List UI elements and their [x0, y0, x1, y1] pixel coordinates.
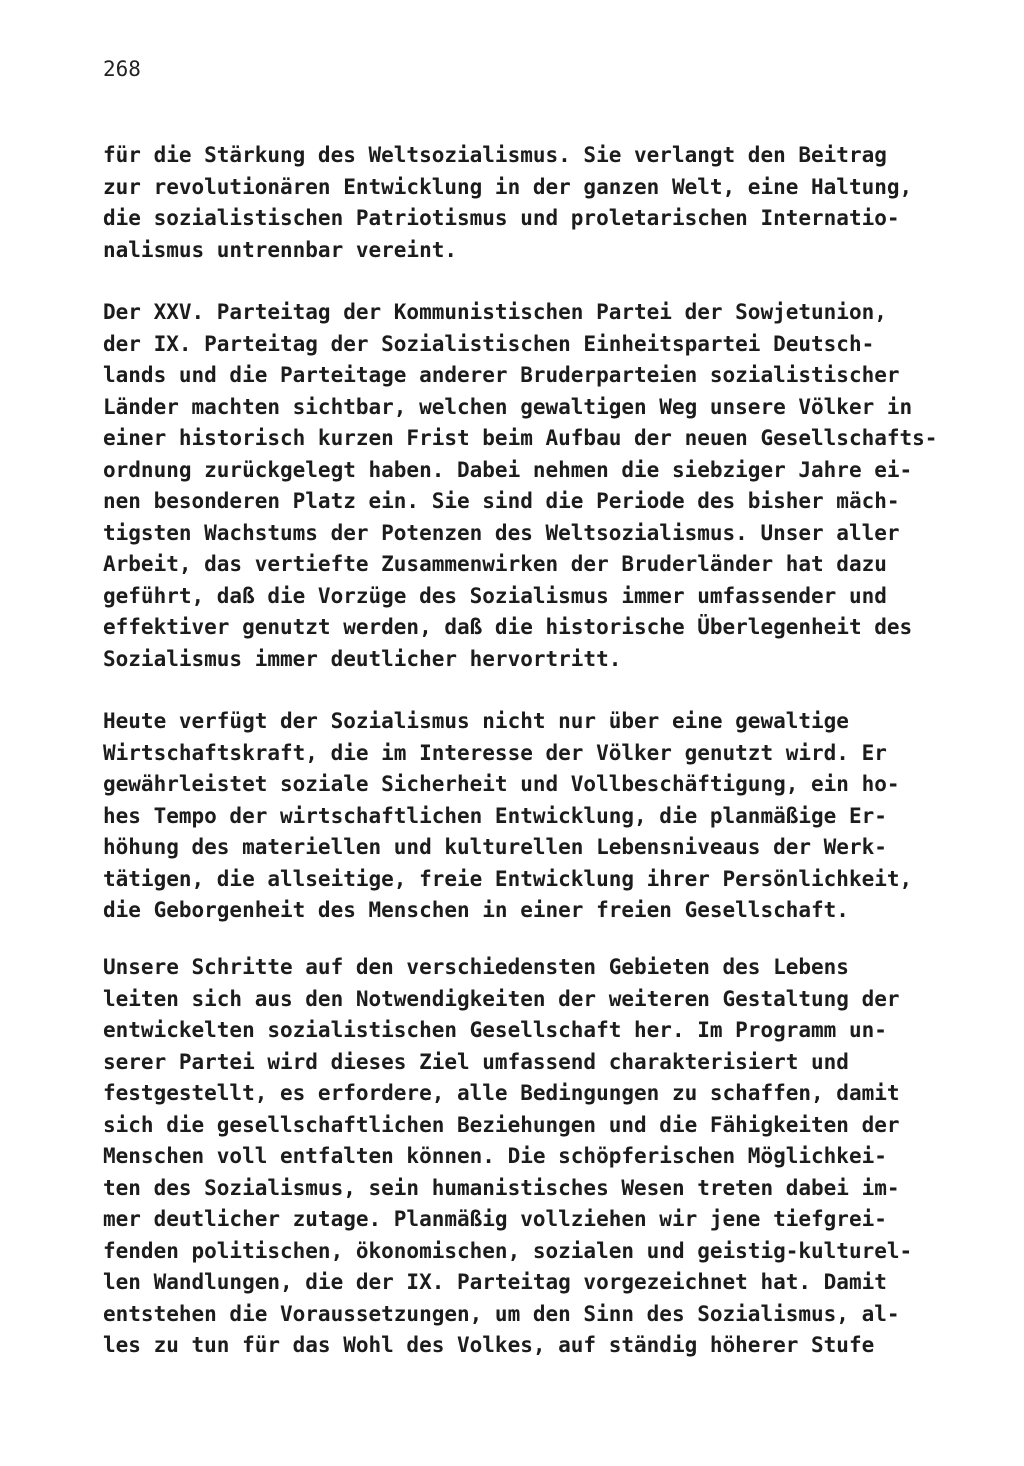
text-line: mer deutlicher zutage. Planmäßig vollziehen wir jene tiefgrei- — [103, 1207, 887, 1231]
text-line: les zu tun für das Wohl des Volkes, auf ständig höherer Stufe — [103, 1333, 875, 1357]
text-line: höhung des materiellen und kulturellen Lebensniveaus der Werk- — [103, 835, 887, 859]
text-line: Sozialismus immer deutlicher hervortritt. — [103, 646, 622, 671]
text-line: nalismus untrennbar vereint. — [103, 237, 458, 262]
text-line: nen besonderen Platz ein. Sie sind die Periode des bisher mäch- — [103, 489, 900, 513]
paragraph-2 — [103, 297, 983, 675]
text-line: Länder machten sichtbar, welchen gewaltigen Weg unsere Völker in — [103, 394, 913, 419]
text-line: für die Stärkung des Weltsozialismus. Sie verlangt den Beitrag — [103, 143, 887, 167]
text-line: festgestellt, es erfordere, alle Bedingungen zu schaffen, damit — [103, 1081, 900, 1105]
text-line: gewährleistet soziale Sicherheit und Vollbeschäftigung, ein ho- — [103, 772, 900, 796]
text-line: entstehen die Voraussetzungen, um den Sinn des Sozialismus, al- — [103, 1301, 900, 1326]
text-line: entwickelten sozialistischen Gesellschaft her. Im Programm un- — [103, 1018, 887, 1042]
paragraph-3 — [103, 706, 983, 927]
text-line: hes Tempo der wirtschaftlichen Entwicklung, die planmäßige Er- — [103, 803, 887, 828]
text-line: sich die gesellschaftlichen Beziehungen und die Fähigkeiten der — [103, 1112, 900, 1137]
text-line: fenden politischen, ökonomischen, sozialen und geistig-kulturel- — [103, 1238, 913, 1263]
text-line: Wirtschaftskraft, die im Interesse der Völker genutzt wird. Er — [103, 740, 887, 765]
text-line: Menschen voll entfalten können. Die schöpferischen Möglichkei- — [103, 1144, 887, 1168]
text-line: tätigen, die allseitige, freie Entwicklung ihrer Persönlichkeit, — [103, 866, 913, 891]
text-line: Arbeit, das vertiefte Zusammenwirken der Bruderländer hat dazu — [103, 552, 887, 576]
text-line: serer Partei wird dieses Ziel umfassend charakterisiert und — [103, 1049, 849, 1074]
text-line: Der XXV. Parteitag der Kommunistischen Partei der Sowjetunion, — [103, 300, 887, 324]
text-line: einer historisch kurzen Frist beim Aufbau der neuen Gesellschafts- — [103, 426, 938, 450]
text-line: die Geborgenheit des Menschen in einer freien Gesellschaft. — [103, 898, 849, 922]
text-line: len Wandlungen, die der IX. Parteitag vorgezeichnet hat. Damit — [103, 1270, 887, 1294]
text-line: ordnung zurückgelegt haben. Dabei nehmen die siebziger Jahre ei- — [103, 457, 913, 482]
text-line: tigsten Wachstums der Potenzen des Weltsozialismus. Unser aller — [103, 520, 900, 545]
text-line: die sozialistischen Patriotismus und proletarischen Internatio- — [103, 206, 900, 230]
text-line: leiten sich aus den Notwendigkeiten der weiteren Gestaltung der — [103, 986, 900, 1011]
text-line: effektiver genutzt werden, daß die historische Überlegenheit des — [103, 615, 913, 639]
text-line: Unsere Schritte auf den verschiedensten Gebieten des Lebens — [103, 955, 849, 979]
page-number: 268 — [103, 57, 141, 81]
paragraph-4 — [103, 952, 983, 1362]
paragraph-1 — [103, 140, 983, 266]
text-line: lands und die Parteitage anderer Bruderparteien sozialistischer — [103, 363, 900, 387]
text-line: ten des Sozialismus, sein humanistisches Wesen treten dabei im- — [103, 1175, 900, 1200]
text-line: der IX. Parteitag der Sozialistischen Einheitspartei Deutsch- — [103, 331, 875, 356]
text-line: geführt, daß die Vorzüge des Sozialismus immer umfassender und — [103, 583, 887, 608]
text-line: Heute verfügt der Sozialismus nicht nur über eine gewaltige — [103, 709, 849, 733]
text-line: zur revolutionären Entwicklung in der ganzen Welt, eine Haltung, — [103, 174, 913, 199]
